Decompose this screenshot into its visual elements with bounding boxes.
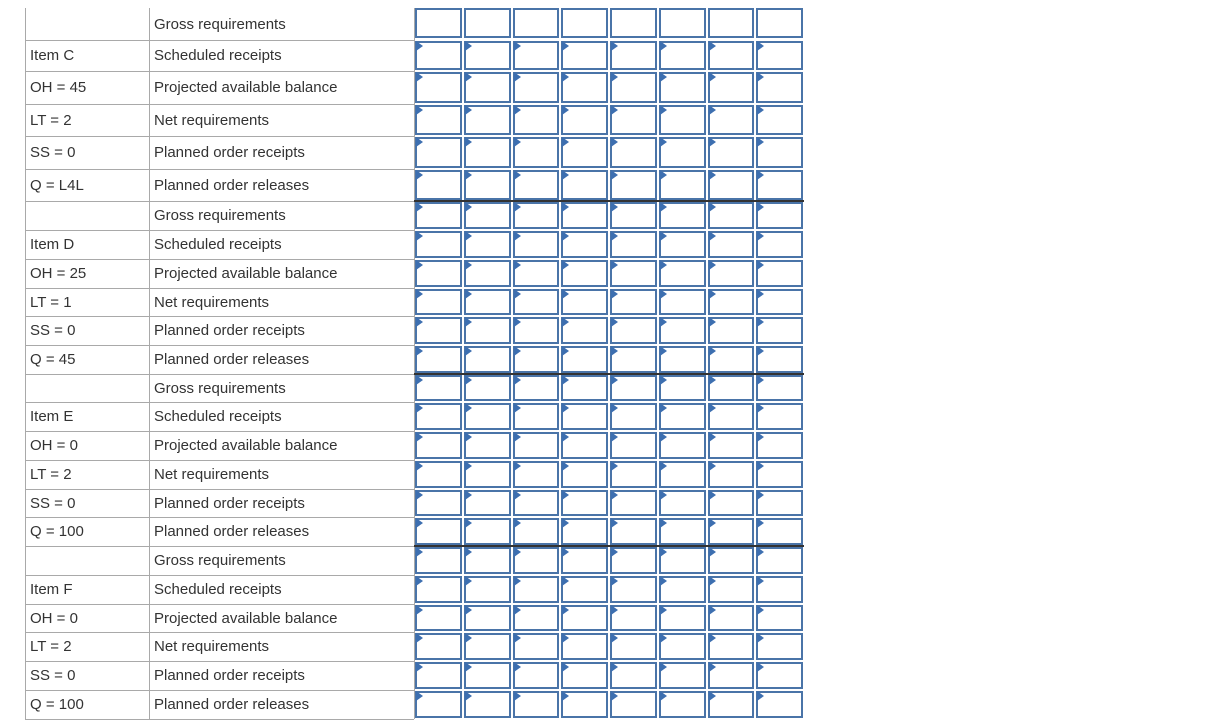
entry-flag-icon (660, 576, 667, 586)
entry-flag-icon (660, 432, 667, 442)
item-param (26, 316, 149, 345)
entry-flag-icon (416, 375, 423, 385)
entry-flag-icon (562, 317, 569, 327)
item-param-text: Q = L4L (30, 176, 84, 194)
row-label-text: Net requirements (154, 111, 270, 129)
entry-flag-icon (660, 662, 667, 672)
entry-flag-icon (416, 260, 423, 270)
entry-flag-icon (660, 41, 667, 51)
item-param (26, 288, 149, 316)
entry-flag-icon (660, 202, 667, 212)
entry-flag-icon (416, 170, 423, 180)
period-input[interactable] (708, 8, 755, 38)
entry-flag-icon (709, 202, 716, 212)
entry-flag-icon (709, 137, 716, 147)
entry-flag-icon (465, 41, 472, 51)
entry-flag-icon (660, 691, 667, 701)
period-input[interactable] (659, 8, 706, 38)
entry-flag-icon (611, 691, 618, 701)
entry-flag-icon (709, 432, 716, 442)
item-param-text: SS = 0 (30, 494, 76, 512)
entry-flag-icon (611, 576, 618, 586)
entry-flag-icon (514, 105, 521, 115)
entry-flag-icon (562, 547, 569, 557)
item-param (26, 632, 149, 661)
item-param-text: SS = 0 (30, 322, 76, 339)
entry-flag-icon (709, 461, 716, 471)
item-param (26, 690, 149, 719)
entry-flag-icon (416, 518, 423, 528)
item-param (26, 661, 149, 690)
entry-flag-icon (514, 403, 521, 413)
entry-flag-icon (416, 41, 423, 51)
block-divider (414, 200, 804, 202)
entry-flag-icon (562, 403, 569, 413)
entry-flag-icon (514, 633, 521, 643)
entry-flag-icon (757, 518, 764, 528)
row-label (150, 402, 414, 431)
entry-flag-icon (611, 202, 618, 212)
entry-flag-icon (611, 137, 618, 147)
entry-flag-icon (416, 72, 423, 82)
entry-flag-icon (757, 346, 764, 356)
row-label (150, 230, 414, 259)
row-label (150, 259, 414, 288)
entry-flag-icon (611, 317, 618, 327)
entry-flag-icon (465, 105, 472, 115)
item-param (26, 517, 149, 546)
row-label-text: Planned order receipts (154, 667, 305, 684)
item-param-text: Q = 100 (30, 696, 84, 713)
entry-flag-icon (611, 105, 618, 115)
entry-flag-icon (757, 231, 764, 241)
entry-flag-icon (514, 375, 521, 385)
entry-flag-icon (757, 633, 764, 643)
entry-flag-icon (611, 170, 618, 180)
row-label-text: Planned order releases (154, 523, 310, 540)
entry-flag-icon (562, 461, 569, 471)
entry-flag-icon (514, 260, 521, 270)
item-param (26, 460, 149, 489)
row-label-text: Planned order receipts (154, 494, 305, 512)
item-param (26, 169, 149, 201)
entry-flag-icon (416, 317, 423, 327)
item-param-text: OH = 0 (30, 609, 78, 627)
entry-flag-icon (709, 576, 716, 586)
row-label (150, 546, 414, 575)
entry-flag-icon (611, 518, 618, 528)
entry-flag-icon (660, 231, 667, 241)
item-param-text: Q = 45 (30, 351, 76, 368)
entry-flag-icon (757, 403, 764, 413)
row-label-text: Planned order releases (154, 176, 310, 194)
entry-flag-icon (465, 317, 472, 327)
entry-flag-icon (465, 346, 472, 356)
entry-flag-icon (562, 231, 569, 241)
entry-flag-icon (757, 691, 764, 701)
entry-flag-icon (465, 72, 472, 82)
item-param-text: OH = 0 (30, 437, 78, 454)
entry-flag-icon (465, 547, 472, 557)
entry-flag-icon (660, 547, 667, 557)
entry-flag-icon (562, 72, 569, 82)
period-input[interactable] (610, 8, 657, 38)
entry-flag-icon (611, 432, 618, 442)
row-label-text: Scheduled receipts (154, 236, 282, 253)
entry-flag-icon (465, 289, 472, 299)
row-label (150, 169, 414, 201)
entry-flag-icon (562, 260, 569, 270)
row-label-text: Scheduled receipts (154, 408, 282, 425)
entry-flag-icon (660, 605, 667, 615)
entry-flag-icon (562, 490, 569, 500)
row-label-text: Gross requirements (154, 15, 286, 33)
entry-flag-icon (611, 461, 618, 471)
entry-flag-icon (514, 170, 521, 180)
entry-flag-icon (465, 170, 472, 180)
entry-flag-icon (514, 576, 521, 586)
entry-flag-icon (416, 490, 423, 500)
entry-flag-icon (611, 490, 618, 500)
entry-flag-icon (709, 547, 716, 557)
entry-flag-icon (757, 260, 764, 270)
entry-flag-icon (611, 403, 618, 413)
entry-flag-icon (514, 432, 521, 442)
entry-flag-icon (465, 518, 472, 528)
period-input[interactable] (415, 8, 462, 38)
row-label (150, 661, 414, 690)
item-param (26, 259, 149, 288)
entry-flag-icon (416, 432, 423, 442)
entry-flag-icon (514, 518, 521, 528)
row-label (150, 316, 414, 345)
row-label-text: Projected available balance (154, 437, 338, 454)
entry-flag-icon (514, 202, 521, 212)
entry-flag-icon (611, 41, 618, 51)
entry-flag-icon (757, 41, 764, 51)
entry-flag-icon (562, 633, 569, 643)
entry-flag-icon (416, 576, 423, 586)
entry-flag-icon (757, 105, 764, 115)
entry-flag-icon (514, 289, 521, 299)
block-divider (414, 545, 804, 547)
row-label-text: Planned order releases (154, 351, 310, 368)
row-label (150, 288, 414, 316)
entry-flag-icon (709, 72, 716, 82)
item-param (26, 489, 149, 517)
row-label (150, 104, 414, 136)
row-label (150, 489, 414, 517)
entry-flag-icon (465, 231, 472, 241)
entry-flag-icon (611, 375, 618, 385)
entry-flag-icon (465, 461, 472, 471)
entry-flag-icon (465, 432, 472, 442)
entry-flag-icon (757, 461, 764, 471)
row-label (150, 690, 414, 719)
entry-flag-icon (660, 490, 667, 500)
row-label-text: Planned order receipts (154, 144, 305, 161)
entry-flag-icon (709, 260, 716, 270)
entry-flag-icon (514, 490, 521, 500)
entry-flag-icon (562, 691, 569, 701)
entry-flag-icon (709, 633, 716, 643)
entry-flag-icon (562, 432, 569, 442)
entry-flag-icon (562, 375, 569, 385)
entry-flag-icon (562, 662, 569, 672)
item-param (26, 345, 149, 374)
entry-flag-icon (709, 403, 716, 413)
item-param-text: SS = 0 (30, 667, 76, 684)
entry-flag-icon (514, 317, 521, 327)
entry-flag-icon (611, 547, 618, 557)
entry-flag-icon (660, 137, 667, 147)
entry-flag-icon (757, 547, 764, 557)
entry-flag-icon (660, 461, 667, 471)
entry-flag-icon (709, 346, 716, 356)
entry-flag-icon (416, 202, 423, 212)
row-label (150, 374, 414, 402)
row-label (150, 431, 414, 460)
item-param (26, 71, 149, 104)
entry-flag-icon (660, 403, 667, 413)
entry-flag-icon (514, 72, 521, 82)
item-param (26, 431, 149, 460)
entry-flag-icon (416, 605, 423, 615)
entry-flag-icon (514, 662, 521, 672)
entry-flag-icon (709, 170, 716, 180)
row-label-text: Net requirements (154, 638, 270, 655)
row-label-text: Gross requirements (154, 379, 286, 397)
row-label-text: Scheduled receipts (154, 47, 282, 64)
entry-flag-icon (611, 346, 618, 356)
entry-flag-icon (660, 375, 667, 385)
item-param-text: OH = 25 (30, 265, 87, 282)
item-name (26, 40, 149, 71)
item-name (26, 402, 149, 431)
entry-flag-icon (757, 432, 764, 442)
row-label (150, 71, 414, 104)
entry-flag-icon (562, 105, 569, 115)
entry-flag-icon (465, 662, 472, 672)
entry-flag-icon (660, 260, 667, 270)
row-label (150, 517, 414, 546)
row-label (150, 136, 414, 169)
entry-flag-icon (562, 202, 569, 212)
entry-flag-icon (709, 518, 716, 528)
row-label-text: Projected available balance (154, 265, 338, 282)
item-name (26, 230, 149, 259)
entry-flag-icon (709, 662, 716, 672)
entry-flag-icon (465, 490, 472, 500)
entry-flag-icon (709, 289, 716, 299)
entry-flag-icon (660, 170, 667, 180)
item-name-text: Item F (30, 581, 73, 598)
entry-flag-icon (465, 137, 472, 147)
row-label (150, 201, 414, 230)
entry-flag-icon (514, 691, 521, 701)
entry-flag-icon (709, 375, 716, 385)
entry-flag-icon (465, 691, 472, 701)
entry-flag-icon (514, 605, 521, 615)
item-param (26, 136, 149, 169)
entry-flag-icon (709, 691, 716, 701)
entry-flag-icon (757, 137, 764, 147)
entry-flag-icon (757, 490, 764, 500)
entry-flag-icon (709, 231, 716, 241)
entry-flag-icon (416, 662, 423, 672)
item-param-text: Q = 100 (30, 523, 84, 540)
row-divider (25, 719, 414, 720)
entry-flag-icon (465, 202, 472, 212)
entry-flag-icon (611, 231, 618, 241)
entry-flag-icon (757, 576, 764, 586)
entry-flag-icon (465, 260, 472, 270)
entry-flag-icon (757, 605, 764, 615)
row-label-text: Planned order releases (154, 696, 310, 713)
item-param-text: LT = 2 (30, 111, 72, 129)
item-param-text: LT = 2 (30, 466, 72, 483)
row-label-text: Net requirements (154, 293, 270, 311)
entry-flag-icon (611, 662, 618, 672)
entry-flag-icon (660, 317, 667, 327)
entry-flag-icon (757, 202, 764, 212)
row-label (150, 632, 414, 661)
entry-flag-icon (709, 41, 716, 51)
entry-flag-icon (416, 346, 423, 356)
entry-flag-icon (562, 137, 569, 147)
entry-flag-icon (611, 289, 618, 299)
entry-flag-icon (709, 605, 716, 615)
entry-flag-icon (562, 346, 569, 356)
entry-flag-icon (416, 289, 423, 299)
row-label (150, 40, 414, 71)
entry-flag-icon (416, 105, 423, 115)
item-name-text: Item C (30, 47, 75, 64)
entry-flag-icon (514, 137, 521, 147)
item-name-text: Item D (30, 236, 75, 253)
entry-flag-icon (416, 547, 423, 557)
entry-flag-icon (660, 633, 667, 643)
entry-flag-icon (660, 346, 667, 356)
entry-flag-icon (660, 72, 667, 82)
entry-flag-icon (562, 605, 569, 615)
entry-flag-icon (416, 403, 423, 413)
entry-flag-icon (514, 41, 521, 51)
row-label (150, 345, 414, 374)
entry-flag-icon (514, 346, 521, 356)
item-name-text: Item E (30, 408, 74, 425)
entry-flag-icon (562, 576, 569, 586)
entry-flag-icon (709, 105, 716, 115)
row-label (150, 8, 414, 40)
entry-flag-icon (465, 605, 472, 615)
entry-flag-icon (465, 375, 472, 385)
entry-flag-icon (562, 518, 569, 528)
item-param (26, 104, 149, 136)
row-label-text: Planned order receipts (154, 322, 305, 339)
entry-flag-icon (514, 461, 521, 471)
entry-flag-icon (757, 662, 764, 672)
item-name (26, 575, 149, 604)
row-label-text: Gross requirements (154, 552, 286, 569)
row-label-text: Scheduled receipts (154, 581, 282, 598)
period-input[interactable] (756, 8, 803, 38)
entry-flag-icon (757, 289, 764, 299)
row-label-text: Projected available balance (154, 79, 338, 96)
entry-flag-icon (660, 289, 667, 299)
item-param-text: LT = 2 (30, 638, 72, 655)
entry-flag-icon (416, 231, 423, 241)
entry-flag-icon (416, 633, 423, 643)
entry-flag-icon (709, 317, 716, 327)
period-input[interactable] (464, 8, 511, 38)
entry-flag-icon (660, 518, 667, 528)
entry-flag-icon (514, 547, 521, 557)
entry-flag-icon (660, 105, 667, 115)
row-label (150, 575, 414, 604)
row-label-text: Gross requirements (154, 207, 286, 224)
item-param-text: LT = 1 (30, 293, 72, 311)
row-label-text: Projected available balance (154, 609, 338, 627)
entry-flag-icon (757, 375, 764, 385)
item-param (26, 604, 149, 632)
entry-flag-icon (416, 137, 423, 147)
row-label (150, 604, 414, 632)
entry-flag-icon (514, 231, 521, 241)
entry-flag-icon (416, 461, 423, 471)
entry-flag-icon (611, 633, 618, 643)
entry-flag-icon (611, 605, 618, 615)
item-param-text: SS = 0 (30, 144, 76, 161)
entry-flag-icon (562, 170, 569, 180)
entry-flag-icon (416, 691, 423, 701)
entry-flag-icon (465, 403, 472, 413)
period-input[interactable] (513, 8, 560, 38)
block-divider (414, 373, 804, 375)
entry-flag-icon (757, 317, 764, 327)
period-input[interactable] (561, 8, 608, 38)
entry-flag-icon (709, 490, 716, 500)
entry-flag-icon (465, 576, 472, 586)
entry-flag-icon (757, 72, 764, 82)
entry-flag-icon (562, 41, 569, 51)
entry-flag-icon (611, 260, 618, 270)
entry-flag-icon (611, 72, 618, 82)
entry-flag-icon (465, 633, 472, 643)
row-label (150, 460, 414, 489)
row-label-text: Net requirements (154, 466, 270, 483)
item-param-text: OH = 45 (30, 79, 87, 96)
entry-flag-icon (562, 289, 569, 299)
entry-flag-icon (757, 170, 764, 180)
